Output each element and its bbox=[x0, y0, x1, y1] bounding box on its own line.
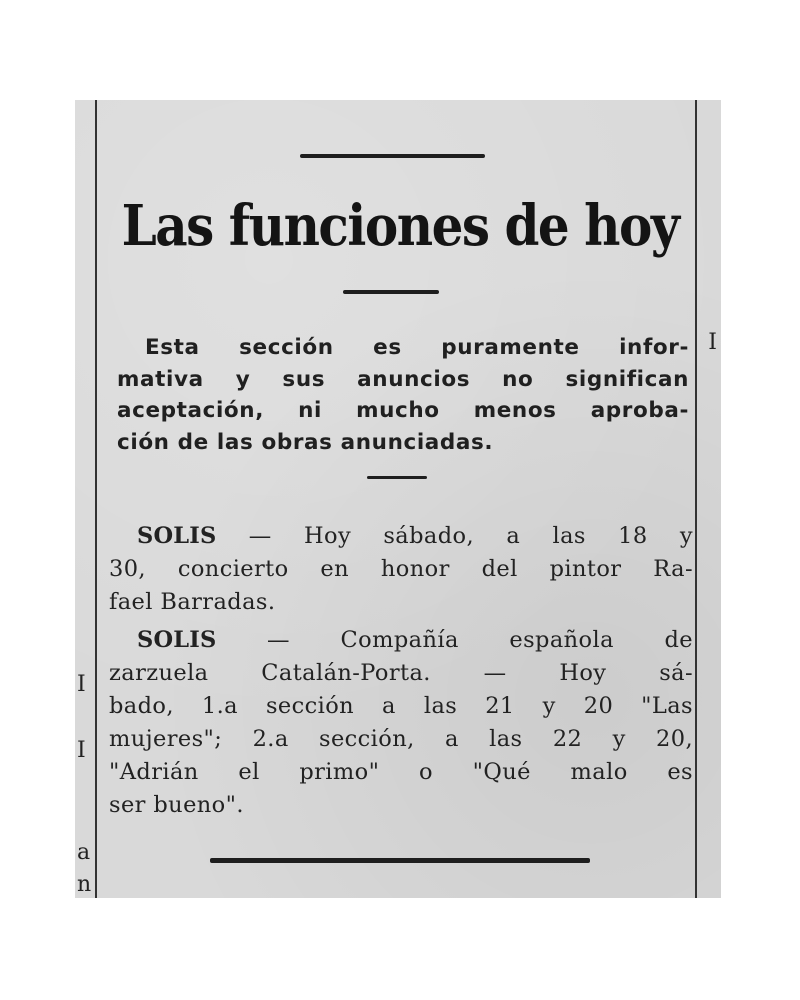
listing-line: 30, concierto en honor del pintor Ra- bbox=[109, 556, 693, 582]
notice-line: aceptación, ni mucho menos aproba- bbox=[117, 398, 689, 423]
cut-off-text-top bbox=[185, 100, 565, 106]
listing-solis-zarzuela bbox=[109, 624, 693, 822]
notice-line: ción de las obras anunciadas. bbox=[117, 429, 494, 455]
right-column-rule bbox=[695, 100, 697, 898]
listing-line: SOLIS — Hoy sábado, a las 18 y bbox=[137, 523, 693, 549]
title-underline-rule bbox=[343, 290, 439, 294]
listing-line: ser bueno". bbox=[109, 792, 244, 818]
listing-line: mujeres"; 2.a sección, a las 22 y 20, bbox=[109, 726, 693, 752]
listing-line: bado, 1.a sección a las 21 y 20 "Las bbox=[109, 693, 693, 719]
notice-line: mativa y sus anuncios no significan bbox=[117, 366, 689, 392]
notice-line: Esta sección es puramente infor- bbox=[145, 335, 689, 360]
prev-column-fragment: I bbox=[77, 672, 86, 697]
listing-solis-concert bbox=[109, 520, 693, 619]
listing-line: "Adrián el primo" o "Qué malo es bbox=[109, 759, 693, 785]
prev-column-fragment: a bbox=[77, 840, 91, 865]
disclaimer-notice bbox=[117, 332, 689, 458]
prev-column-fragment: I bbox=[77, 738, 86, 763]
listing-line: SOLIS — Compañía española de bbox=[137, 627, 693, 653]
listing-line: fael Barradas. bbox=[109, 589, 276, 615]
newspaper-clipping bbox=[75, 100, 721, 898]
venue-name: SOLIS bbox=[137, 627, 217, 653]
bottom-rule bbox=[210, 858, 590, 863]
left-column-rule bbox=[95, 100, 97, 898]
prev-column-fragment: n bbox=[77, 872, 92, 897]
headline: Las funciones de hoy bbox=[121, 192, 679, 259]
venue-name: SOLIS bbox=[137, 523, 217, 549]
top-rule bbox=[300, 154, 485, 158]
notice-separator-rule bbox=[367, 476, 427, 479]
listing-line: zarzuela Catalán-Porta. — Hoy sá- bbox=[109, 660, 693, 686]
next-column-fragment: I bbox=[708, 330, 717, 355]
